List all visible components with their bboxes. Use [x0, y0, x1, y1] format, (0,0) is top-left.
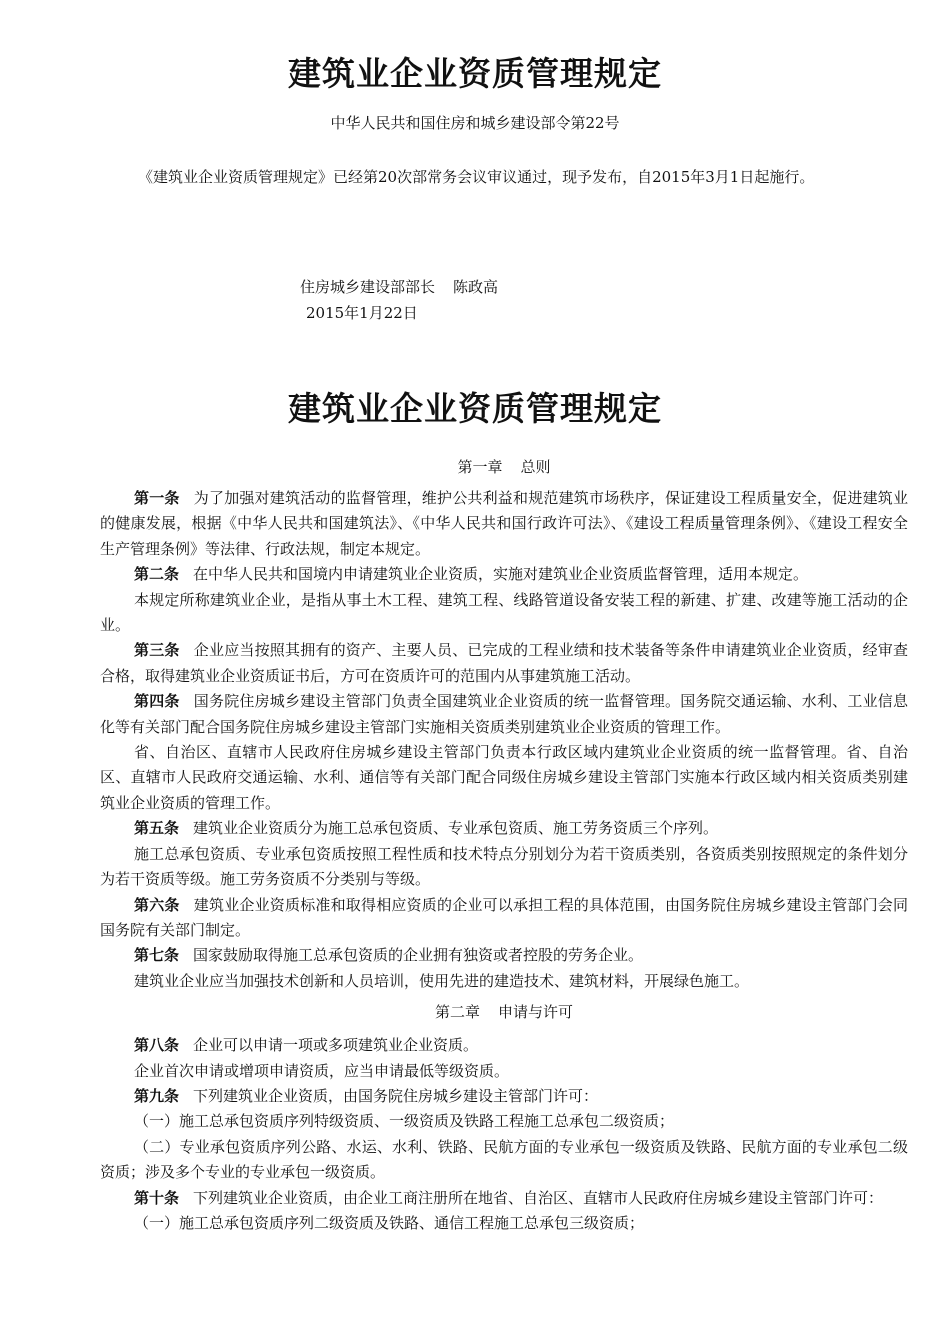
article-1: 第一条 为了加强对建筑活动的监督管理，维护公共利益和规范建筑市场秩序，保证建设工程质量安全，促进建筑业的健康发展，根据《中华人民共和国建筑法》、《中华人民共和国行政许可法》、《建设工程质量管理条例》、《建设工程安全生产管理条例》等法律、行政法规，制定本规定。: [100, 489, 908, 558]
signer-name: 陈政高: [453, 278, 499, 296]
paragraph: 省、自治区、直辖市人民政府住房城乡建设主管部门负责本行政区域内建筑业企业资质的统一监督管理。省、自治区、直辖市人民政府交通运输、水利、通信等有关部门配合同级住房城乡建设主管部门实施本行政区域内相关资质类别建筑业企业资质的管理工作。: [100, 743, 908, 812]
regulation-body: [100, 455, 908, 1236]
article-9: 第九条 下列建筑业企业资质，由国务院住房城乡建设主管部门许可：: [134, 1086, 599, 1105]
regulation-title: 建筑业企业资质管理规定: [288, 389, 662, 428]
article-5: 第五条 建筑业企业资质分为施工总承包资质、专业承包资质、施工劳务资质三个序列。: [134, 819, 719, 838]
article-label: 第二条: [134, 565, 180, 584]
article-label: 第九条: [134, 1086, 180, 1105]
article-6: 第六条 建筑业企业资质标准和取得相应资质的企业可以承担工程的具体范围，由国务院住房城乡建设主管部门会同国务院有关部门制定。: [100, 895, 908, 939]
chapter-heading: 第一章 总则: [457, 458, 551, 476]
list-item: （一）施工总承包资质序列二级资质及铁路、通信工程施工总承包三级资质；: [134, 1213, 645, 1232]
article-8: 第八条 企业可以申请一项或多项建筑业企业资质。: [134, 1036, 479, 1055]
article-3: 第三条 企业应当按照其拥有的资产、主要人员、已完成的工程业绩和技术装备等条件申请建筑业企业资质，经审查合格，取得建筑业企业资质证书后，方可在资质许可的范围内从事建筑施工活动。: [100, 641, 908, 685]
decree-number: 中华人民共和国住房和城乡建设部令第22号: [330, 114, 620, 132]
article-label: 第一条: [134, 489, 180, 507]
signature-date: 2015年1月22日: [306, 304, 418, 322]
article-label: 第五条: [134, 819, 180, 838]
article-label: 第七条: [134, 946, 180, 965]
article-label: 第六条: [134, 895, 180, 914]
article-2: 第二条 在中华人民共和国境内申请建筑业企业资质，实施对建筑业企业资质监督管理，适用本规定。: [134, 565, 809, 584]
article-label: 第四条: [134, 692, 180, 711]
list-item: （二）专业承包资质序列公路、水运、水利、铁路、民航方面的专业承包一级资质及铁路、民航方面的专业承包二级资质；涉及多个专业的专业承包一级资质。: [100, 1137, 908, 1182]
paragraph: 建筑业企业应当加强技术创新和人员培训，使用先进的建造技术、建筑材料，开展绿色施工。: [134, 971, 750, 990]
article-4: 第四条 国务院住房城乡建设主管部门负责全国建筑业企业资质的统一监督管理。国务院交通运输、水利、工业信息化等有关部门配合国务院住房城乡建设主管部门实施相关资质类别建筑业企业资质的管理工作。: [100, 692, 908, 736]
document-title: 建筑业企业资质管理规定: [288, 54, 662, 93]
signer-title: 住房城乡建设部部长: [300, 278, 436, 296]
paragraph: 本规定所称建筑业企业，是指从事土木工程、建筑工程、线路管道设备安装工程的新建、扩建、改建等施工活动的企业。: [100, 590, 908, 635]
article-10: 第十条 下列建筑业企业资质，由企业工商注册所在地省、自治区、直辖市人民政府住房城乡建设主管部门许可：: [134, 1188, 884, 1207]
article-label: 第三条: [134, 641, 180, 660]
promulgation-text: 《建筑业企业资质管理规定》已经第20次部常务会议审议通过，现予发布，自2015年3月1日起施行。: [138, 168, 815, 186]
list-item: （一）施工总承包资质序列特级资质、一级资质及铁路工程施工总承包二级资质；: [134, 1112, 675, 1131]
signature-line: [300, 276, 498, 297]
chapter-heading: 第二章 申请与许可: [434, 1003, 574, 1022]
paragraph: 企业首次申请或增项申请资质，应当申请最低等级资质。: [134, 1061, 510, 1080]
article-label: 第十条: [134, 1188, 180, 1207]
article-label: 第八条: [134, 1036, 180, 1055]
paragraph: 施工总承包资质、专业承包资质按照工程性质和技术特点分别划分为若干资质类别，各资质类别按照规定的条件划分为若干资质等级。施工劳务资质不分类别与等级。: [100, 844, 908, 889]
article-7: 第七条 国家鼓励取得施工总承包资质的企业拥有独资或者控股的劳务企业。: [134, 946, 644, 965]
